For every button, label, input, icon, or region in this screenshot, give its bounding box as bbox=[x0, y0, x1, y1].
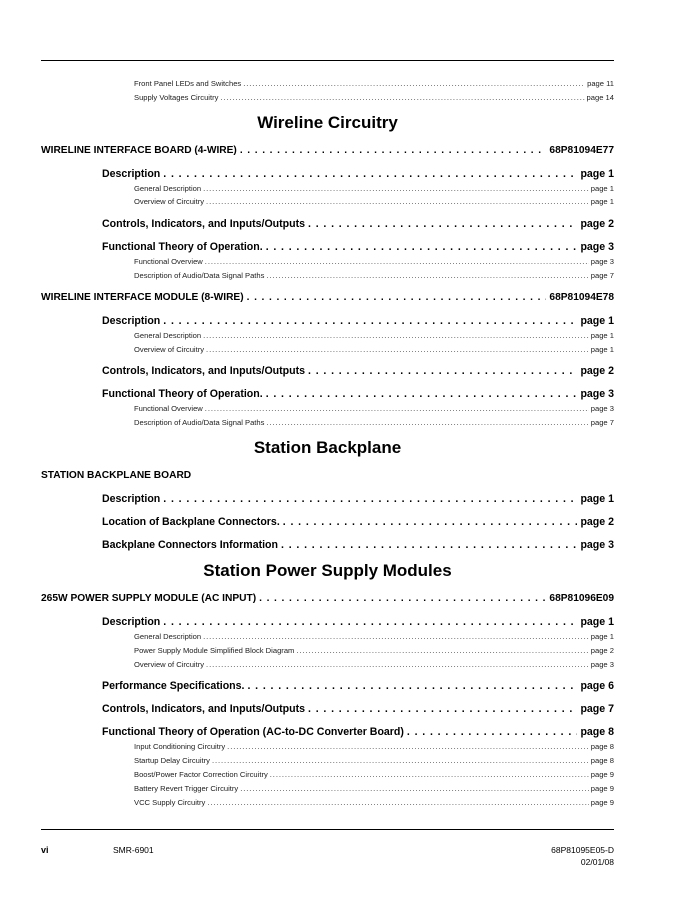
toc-topic-entry[interactable] bbox=[41, 315, 614, 331]
toc-entry-label: General Description bbox=[134, 631, 202, 641]
dot-leader bbox=[220, 93, 584, 102]
toc-page-ref: page 3 bbox=[590, 659, 614, 669]
toc-subentry[interactable] bbox=[41, 197, 614, 211]
toc-entry-label: Overview of Circuitry bbox=[134, 197, 205, 207]
toc-entry-label: General Description bbox=[134, 183, 202, 193]
toc-entry-label: Supply Voltages Circuitry bbox=[134, 92, 219, 102]
section-title: Station Power Supply Modules bbox=[203, 560, 452, 580]
toc-entry-label: WIRELINE INTERFACE MODULE (8-WIRE) bbox=[41, 291, 244, 303]
toc-subentry[interactable] bbox=[41, 271, 614, 285]
toc-entry-label: Description of Audio/Data Signal Paths bbox=[134, 418, 265, 428]
toc-page-ref: 68P81096E09 bbox=[549, 592, 614, 604]
table-of-contents bbox=[41, 79, 614, 811]
toc-entry-label: Boost/Power Factor Correction Circuitry bbox=[134, 769, 268, 779]
dot-leader bbox=[163, 493, 577, 505]
toc-subentry[interactable] bbox=[41, 632, 614, 646]
toc-page-ref: page 3 bbox=[580, 241, 614, 254]
toc-page-ref: page 1 bbox=[580, 615, 614, 628]
toc-entry-label: Power Supply Module Simplified Block Diagram bbox=[134, 645, 295, 655]
toc-board-entry[interactable] bbox=[41, 593, 614, 609]
dot-leader bbox=[203, 331, 589, 340]
toc-entry-label: 265W POWER SUPPLY MODULE (AC INPUT) bbox=[41, 592, 257, 604]
toc-page-ref: page 14 bbox=[586, 92, 614, 102]
toc-subentry[interactable] bbox=[41, 331, 614, 345]
dot-leader bbox=[281, 539, 577, 551]
dot-leader bbox=[227, 742, 589, 751]
toc-subentry[interactable] bbox=[41, 79, 614, 93]
toc-entry-label: Location of Backplane Connectors. bbox=[102, 515, 280, 528]
dot-leader bbox=[266, 271, 588, 280]
toc-subentry[interactable] bbox=[41, 404, 614, 418]
toc-subentry[interactable] bbox=[41, 646, 614, 660]
toc-subentry[interactable] bbox=[41, 184, 614, 198]
toc-topic-entry[interactable] bbox=[41, 218, 614, 234]
toc-topic-entry[interactable] bbox=[41, 726, 614, 742]
toc-topic-entry[interactable] bbox=[41, 703, 614, 719]
toc-page-ref: page 1 bbox=[590, 330, 614, 340]
dot-leader bbox=[259, 593, 546, 604]
toc-entry-label: General Description bbox=[134, 330, 202, 340]
toc-page-ref: page 9 bbox=[590, 783, 614, 793]
toc-page-ref: page 11 bbox=[587, 79, 614, 88]
toc-entry-label: Input Conditioning Circuitry bbox=[134, 742, 226, 752]
toc-page-ref: 68P81094E78 bbox=[549, 291, 614, 303]
toc-topic-entry[interactable] bbox=[41, 516, 614, 532]
toc-page-ref: page 9 bbox=[590, 769, 614, 779]
toc-subentry[interactable] bbox=[41, 257, 614, 271]
footer-manual-number: SMR-6901 bbox=[113, 845, 154, 855]
toc-page-ref: page 8 bbox=[590, 742, 614, 752]
toc-page-ref: page 1 bbox=[590, 344, 614, 354]
dot-leader bbox=[308, 218, 577, 230]
dot-leader bbox=[203, 632, 589, 641]
toc-page-ref: page 1 bbox=[580, 314, 614, 327]
dot-leader bbox=[205, 404, 589, 413]
toc-page-ref: page 2 bbox=[580, 365, 614, 378]
dot-leader bbox=[163, 315, 577, 327]
toc-subentry[interactable] bbox=[41, 418, 614, 432]
footer-date: 02/01/08 bbox=[580, 857, 614, 867]
toc-page-ref: page 9 bbox=[590, 797, 614, 807]
toc-topic-entry[interactable] bbox=[41, 388, 614, 404]
toc-page-ref: page 1 bbox=[580, 492, 614, 505]
toc-page-ref: page 1 bbox=[590, 631, 614, 641]
toc-page-ref: 68P81094E77 bbox=[549, 144, 614, 156]
toc-entry-label: VCC Supply Circuitry bbox=[134, 797, 206, 807]
footer-page-number: vi bbox=[41, 845, 49, 855]
dot-leader bbox=[270, 770, 589, 779]
toc-entry-label: Controls, Indicators, and Inputs/Outputs bbox=[102, 218, 306, 231]
dot-leader bbox=[240, 784, 589, 793]
toc-entry-label: Controls, Indicators, and Inputs/Outputs bbox=[102, 365, 306, 378]
toc-entry-label: Battery Revert Trigger Circuitry bbox=[134, 783, 239, 793]
dot-leader bbox=[308, 365, 577, 377]
dot-leader bbox=[203, 184, 589, 193]
toc-page-ref: page 1 bbox=[590, 183, 614, 193]
toc-entry-label: Performance Specifications. bbox=[102, 680, 245, 693]
toc-entry-label: Functional Overview bbox=[134, 257, 203, 267]
dot-leader bbox=[206, 197, 589, 206]
toc-page-ref: page 7 bbox=[580, 703, 614, 716]
dot-leader bbox=[212, 756, 589, 765]
toc-page-ref: page 2 bbox=[580, 218, 614, 231]
toc-page-ref: page 1 bbox=[580, 167, 614, 180]
toc-entry-label: Description bbox=[102, 314, 161, 327]
dot-leader bbox=[240, 145, 547, 156]
toc-board-entry[interactable] bbox=[41, 292, 614, 308]
toc-entry-label: Functional Theory of Operation. bbox=[102, 388, 263, 401]
toc-board-entry[interactable] bbox=[41, 145, 614, 161]
dot-leader bbox=[308, 703, 577, 715]
toc-entry-label: Description bbox=[102, 492, 161, 505]
toc-subentry[interactable] bbox=[41, 742, 614, 756]
toc-subentry[interactable] bbox=[41, 660, 614, 674]
toc-topic-entry[interactable] bbox=[41, 680, 614, 696]
dot-leader bbox=[266, 418, 588, 427]
dot-leader bbox=[283, 516, 578, 528]
dot-leader bbox=[247, 680, 577, 692]
toc-page-ref: page 8 bbox=[590, 756, 614, 766]
toc-board-heading[interactable]: STATION BACKPLANE BOARD bbox=[41, 469, 192, 481]
toc-page-ref: page 2 bbox=[580, 515, 614, 528]
toc-subentry[interactable] bbox=[41, 770, 614, 784]
dot-leader bbox=[207, 798, 588, 807]
toc-page-ref: page 3 bbox=[590, 257, 614, 267]
toc-entry-label: Backplane Connectors Information bbox=[102, 538, 279, 551]
toc-topic-entry[interactable] bbox=[41, 168, 614, 184]
toc-topic-entry[interactable] bbox=[41, 241, 614, 257]
dot-leader bbox=[243, 79, 585, 88]
toc-page-ref: page 7 bbox=[590, 270, 614, 280]
footer-doc-number: 68P81095E05-D bbox=[551, 845, 614, 855]
toc-subentry[interactable] bbox=[41, 345, 614, 359]
toc-page-ref: page 7 bbox=[590, 418, 614, 428]
toc-page-ref: page 1 bbox=[590, 197, 614, 207]
toc-entry-label: Description of Audio/Data Signal Paths bbox=[134, 270, 265, 280]
toc-page-ref: page 3 bbox=[580, 388, 614, 401]
dot-leader bbox=[205, 257, 589, 266]
dot-leader bbox=[266, 241, 578, 253]
toc-page-ref: page 6 bbox=[580, 680, 614, 693]
toc-entry-label: Overview of Circuitry bbox=[134, 344, 205, 354]
toc-entry-label: Front Panel LEDs and Switches bbox=[134, 79, 242, 88]
toc-page-ref: page 3 bbox=[580, 538, 614, 551]
toc-subentry[interactable] bbox=[41, 756, 614, 770]
dot-leader bbox=[266, 388, 578, 400]
toc-entry-label: WIRELINE INTERFACE BOARD (4-WIRE) bbox=[41, 144, 237, 156]
dot-leader bbox=[296, 646, 588, 655]
toc-page-ref: page 8 bbox=[580, 726, 614, 739]
toc-entry-label: Overview of Circuitry bbox=[134, 659, 205, 669]
toc-entry-label: Functional Theory of Operation (AC-to-DC Converter Board) bbox=[102, 726, 404, 739]
toc-entry-label: Functional Overview bbox=[134, 404, 203, 414]
toc-subentry[interactable] bbox=[41, 93, 614, 107]
toc-topic-entry[interactable] bbox=[41, 539, 614, 555]
toc-page-ref: page 3 bbox=[590, 404, 614, 414]
toc-entry-label: Functional Theory of Operation. bbox=[102, 241, 263, 254]
dot-leader bbox=[206, 660, 589, 669]
dot-leader bbox=[407, 726, 578, 738]
dot-leader bbox=[163, 168, 577, 180]
top-rule bbox=[41, 60, 614, 61]
toc-topic-entry[interactable] bbox=[41, 493, 614, 509]
toc-subentry[interactable] bbox=[41, 784, 614, 798]
toc-page-ref: page 2 bbox=[590, 645, 614, 655]
section-title: Wireline Circuitry bbox=[257, 112, 398, 132]
toc-entry-label: Description bbox=[102, 167, 161, 180]
dot-leader bbox=[247, 292, 547, 303]
toc-entry-label: Controls, Indicators, and Inputs/Outputs bbox=[102, 703, 306, 716]
dot-leader bbox=[206, 345, 589, 354]
bottom-rule bbox=[41, 829, 614, 830]
toc-entry-label: Startup Delay Circuitry bbox=[134, 756, 210, 766]
toc-topic-entry[interactable] bbox=[41, 365, 614, 381]
toc-topic-entry[interactable] bbox=[41, 616, 614, 632]
dot-leader bbox=[163, 616, 577, 628]
toc-entry-label: Description bbox=[102, 615, 161, 628]
toc-subentry[interactable] bbox=[41, 798, 614, 812]
section-title: Station Backplane bbox=[253, 437, 402, 457]
